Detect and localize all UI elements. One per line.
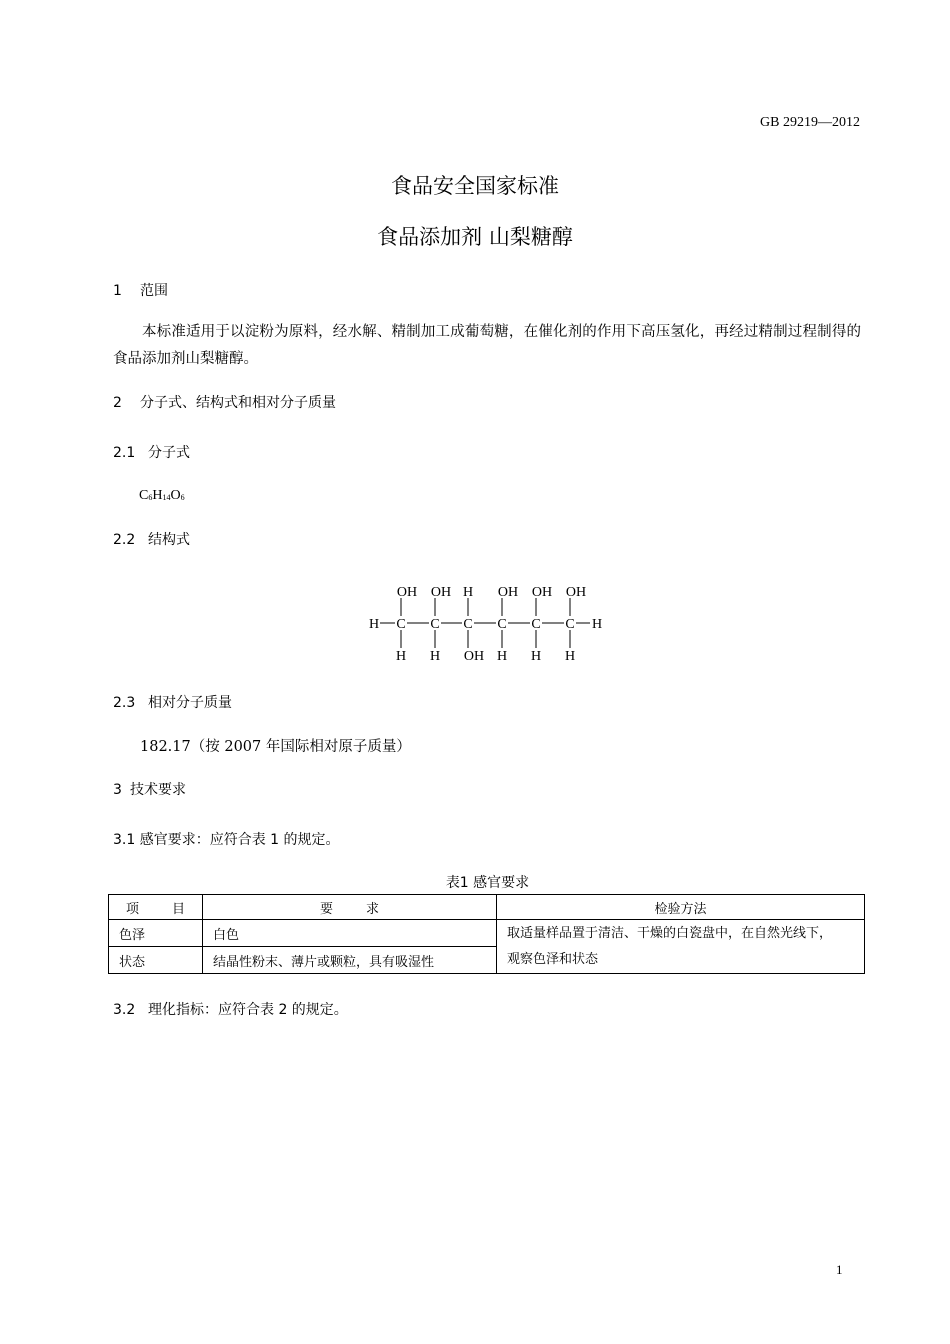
section-3-1-heading: 3.1 感官要求：应符合表 1 的规定。 — [113, 832, 340, 848]
structure-end-h: H — [591, 617, 603, 632]
section-number: 2 — [113, 395, 122, 411]
section-3-heading — [113, 779, 186, 799]
structure-top-label: OH — [531, 585, 553, 600]
table-1-caption: 表1 感官要求 — [445, 875, 530, 891]
structure-carbon: C — [497, 617, 507, 632]
section-number: 1 — [113, 283, 122, 299]
section-title: 分子式、结构式和相对分子质量 — [140, 395, 336, 411]
section-title: 相对分子质量 — [148, 695, 232, 711]
structure-end-h: H — [368, 617, 380, 632]
structure-carbon: C — [396, 617, 406, 632]
section-title: 结构式 — [148, 532, 190, 548]
section-2-1-heading — [113, 442, 190, 462]
row-requirement: 结晶性粉末、薄片或颗粒，具有吸湿性 — [203, 947, 497, 974]
section-number: 2.3 — [113, 695, 136, 711]
header-requirement: 要 求 — [203, 895, 497, 920]
structure-top-label: OH — [430, 585, 452, 600]
section-number: 3 — [113, 782, 122, 798]
row-item: 状态 — [109, 947, 203, 974]
structure-bottom-label: H — [496, 649, 508, 664]
method-line: 取适量样品置于清洁、干燥的白瓷盘中，在自然光线下， — [507, 926, 833, 941]
standard-number: GB 29219—2012 — [760, 115, 860, 130]
structure-bottom-label: H — [530, 649, 542, 664]
structure-bottom-label: H — [395, 649, 407, 664]
structure-carbon: C — [531, 617, 541, 632]
section-title: 技术要求 — [130, 782, 186, 798]
section-3-2-heading — [113, 999, 348, 1019]
molecular-weight: 182.17（按 2007 年国际相对原子质量） — [140, 739, 411, 755]
structure-top-label: OH — [497, 585, 519, 600]
structure-carbon: C — [463, 617, 473, 632]
section-number: 2.1 — [113, 445, 136, 461]
table-row — [109, 920, 865, 947]
test-method — [497, 920, 865, 974]
sensory-requirements-table — [108, 894, 865, 974]
section-title: 理化指标：应符合表 2 的规定。 — [148, 1002, 348, 1018]
row-item: 色泽 — [109, 920, 203, 947]
section-title: 分子式 — [148, 445, 190, 461]
structure-bottom-label: H — [429, 649, 441, 664]
section-2-heading — [113, 392, 336, 412]
structure-bottom-label: OH — [463, 649, 485, 664]
section-1-heading — [113, 280, 168, 300]
row-requirement: 白色 — [203, 920, 497, 947]
structure-bottom-label: H — [564, 649, 576, 664]
structure-carbon: C — [430, 617, 440, 632]
section-2-2-heading — [113, 529, 190, 549]
scope-paragraph: 本标准适用于以淀粉为原料，经水解、精制加工成葡萄糖，在催化剂的作用下高压氢化，再经过精制过程制得的食品添加剂山梨糖醇。 — [113, 324, 861, 367]
structure-top-label: OH — [565, 585, 587, 600]
section-number: 2.2 — [113, 532, 136, 548]
header-method: 检验方法 — [497, 895, 865, 920]
structural-formula — [360, 578, 620, 668]
structure-carbon: C — [565, 617, 575, 632]
structure-top-label: OH — [396, 585, 418, 600]
table-header-row — [109, 895, 865, 920]
method-line: 观察色泽和状态 — [507, 952, 599, 967]
section-2-3-heading — [113, 692, 232, 712]
header-item: 项 目 — [109, 895, 203, 920]
structure-top-label: H — [462, 585, 474, 600]
molecular-formula: $C_6H_{14}O_6$ — [139, 488, 185, 503]
document-title: 食品添加剂 山梨糖醇 — [377, 225, 573, 249]
section-title: 范围 — [140, 283, 168, 299]
section-number: 3.2 — [113, 1002, 136, 1018]
page-number: 1 — [836, 1262, 843, 1277]
standard-title: 食品安全国家标准 — [391, 174, 559, 198]
